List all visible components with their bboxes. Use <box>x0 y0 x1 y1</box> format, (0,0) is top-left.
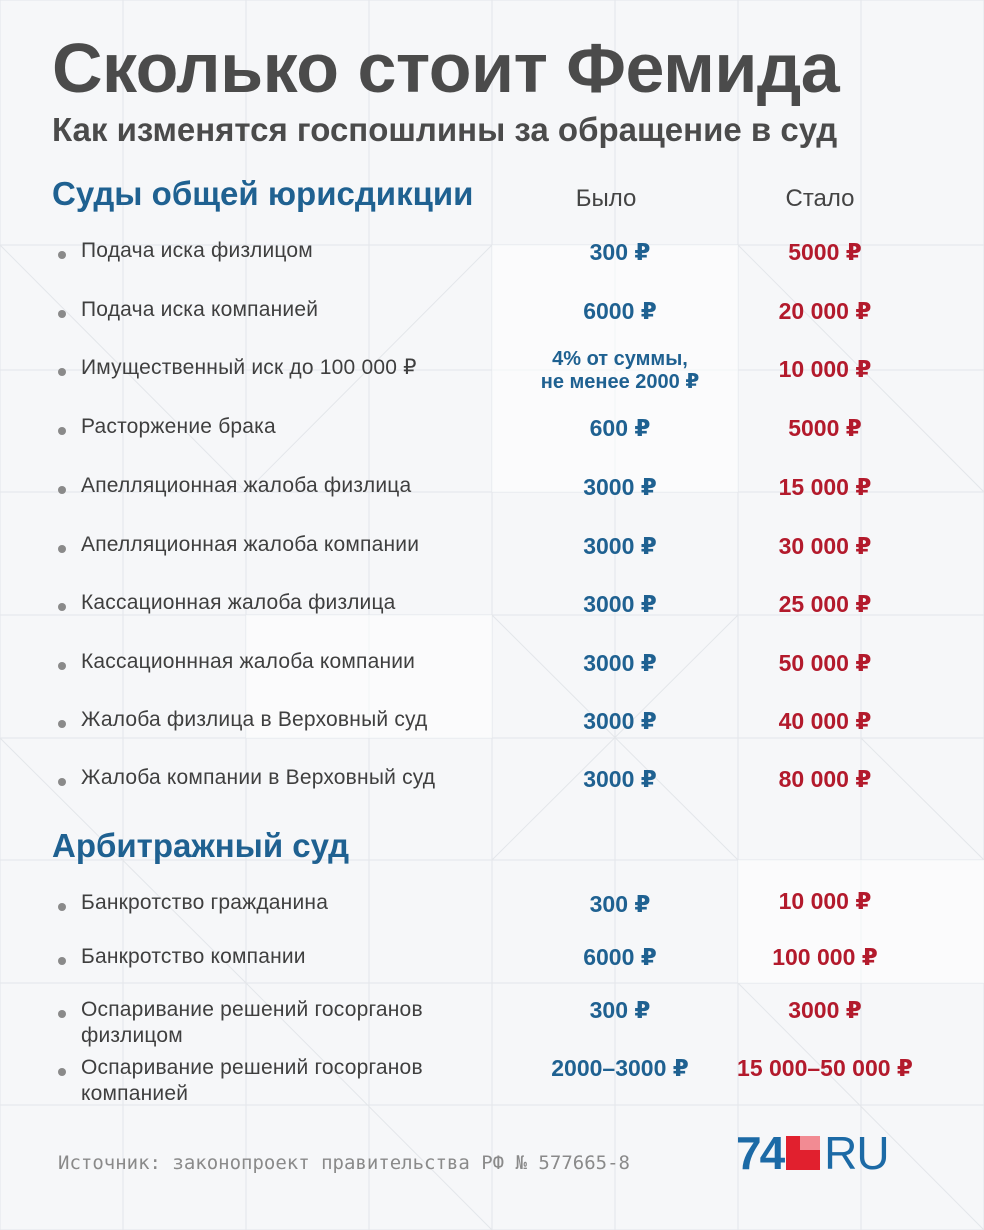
fee-new: 15 000–50 000 ₽ <box>737 1055 913 1081</box>
fee-old: 300 ₽ <box>589 239 651 265</box>
bullet <box>58 662 66 670</box>
logo-square-icon <box>786 1136 820 1170</box>
fee-new: 100 000 ₽ <box>772 944 878 970</box>
bullet <box>58 545 66 553</box>
bullet <box>58 957 66 965</box>
fee-new: 10 000 ₽ <box>778 888 872 914</box>
fee-old: 600 ₽ <box>589 415 651 441</box>
fee-new: 80 000 ₽ <box>778 766 872 792</box>
fee-new: 25 000 ₽ <box>778 591 872 617</box>
fee-old: 300 ₽ <box>589 997 651 1023</box>
fee-old: 3000 ₽ <box>583 533 657 559</box>
fee-old: 2000–3000 ₽ <box>551 1055 689 1081</box>
fee-old: 3000 ₽ <box>583 766 657 792</box>
bullet <box>58 1068 66 1076</box>
page-subtitle: Как изменятся госпошлины за обращение в суд <box>52 111 838 148</box>
fee-label-line1: Оспаривание решений госорганов <box>81 998 423 1021</box>
bullet <box>58 1010 66 1018</box>
fee-old-line2: не менее 2000 ₽ <box>540 371 700 393</box>
fee-old: 6000 ₽ <box>583 298 657 324</box>
bullet <box>58 486 66 494</box>
fee-label: Апелляционная жалоба компании <box>81 533 420 556</box>
fee-label: Кассационная жалоба физлица <box>81 591 396 614</box>
fee-label: Расторжение брака <box>81 415 276 438</box>
brand-logo[interactable] <box>736 1128 926 1178</box>
fee-new: 40 000 ₽ <box>778 708 872 734</box>
fee-label-line2: компанией <box>81 1082 189 1105</box>
fee-new: 5000 ₽ <box>788 239 862 265</box>
bullet <box>58 251 66 259</box>
source-note: Источник: законопроект правительства РФ № 577665-8 <box>58 1152 630 1174</box>
fee-new: 20 000 ₽ <box>778 298 872 324</box>
bullet <box>58 427 66 435</box>
bullet <box>58 603 66 611</box>
fee-new: 5000 ₽ <box>788 415 862 441</box>
fee-new: 50 000 ₽ <box>778 650 872 676</box>
fee-label: Жалоба компании в Верховный суд <box>81 766 436 789</box>
bullet <box>58 778 66 786</box>
bullet <box>58 368 66 376</box>
column-header-old: Было <box>575 185 637 212</box>
fee-new: 10 000 ₽ <box>778 356 872 382</box>
fee-label: Кассационнная жалоба компании <box>81 650 416 673</box>
fee-label: Апелляционная жалоба физлица <box>81 474 412 497</box>
fee-old: 3000 ₽ <box>583 650 657 676</box>
fee-label: Банкротство компании <box>81 945 306 968</box>
fee-label: Банкротство гражданина <box>81 891 329 914</box>
fee-new: 15 000 ₽ <box>778 474 872 500</box>
logo-number: 74 <box>736 1127 784 1179</box>
bullet <box>58 720 66 728</box>
fee-label: Имущественный иск до 100 000 ₽ <box>81 356 417 379</box>
fee-old: 3000 ₽ <box>583 708 657 734</box>
page-title: Сколько стоит Фемида <box>52 29 840 107</box>
fee-old: 3000 ₽ <box>583 591 657 617</box>
fee-label-line2: физлицом <box>81 1024 183 1047</box>
fee-new: 3000 ₽ <box>788 997 862 1023</box>
fee-old: 3000 ₽ <box>583 474 657 500</box>
logo-suffix: RU <box>824 1127 889 1179</box>
fee-new: 30 000 ₽ <box>778 533 872 559</box>
bullet <box>58 903 66 911</box>
section-heading-arbitration-court: Арбитражный суд <box>52 827 350 864</box>
bullet <box>58 310 66 318</box>
column-header-new: Стало <box>785 185 855 212</box>
section-heading-general-courts: Суды общей юрисдикции <box>52 175 474 212</box>
fee-old-line1: 4% от суммы, <box>552 348 688 370</box>
fee-label: Подача иска физлицом <box>81 239 313 262</box>
fee-label: Подача иска компанией <box>81 298 319 321</box>
fee-old: 300 ₽ <box>589 891 651 917</box>
fee-old: 6000 ₽ <box>583 944 657 970</box>
fee-label-line1: Оспаривание решений госорганов <box>81 1056 423 1079</box>
fee-label: Жалоба физлица в Верховный суд <box>81 708 428 731</box>
